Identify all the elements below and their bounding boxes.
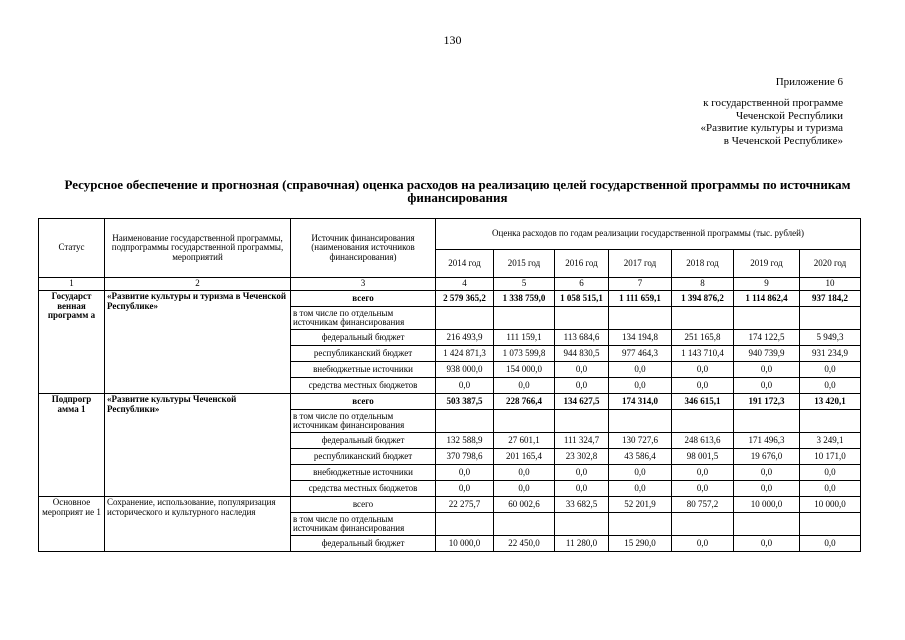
value-cell: 2 579 365,2 [436, 291, 494, 307]
value-cell: 251 165,8 [672, 330, 734, 346]
value-cell [609, 307, 672, 330]
value-cell [672, 307, 734, 330]
value-cell [734, 410, 800, 433]
value-cell [734, 307, 800, 330]
value-cell: 940 739,9 [734, 346, 800, 362]
appendix-title: Приложение 6 [775, 76, 843, 88]
value-cell: 0,0 [800, 465, 861, 481]
status-cell: Подпрогр амма 1 [39, 394, 105, 497]
value-cell: 43 586,4 [609, 449, 672, 465]
program-name-cell: Сохранение, использование, популяризация исторического и культурного наследия [105, 497, 291, 552]
value-cell [436, 513, 494, 536]
value-cell [734, 513, 800, 536]
value-cell [436, 307, 494, 330]
status-cell: Основное мероприят ие 1 [39, 497, 105, 552]
value-cell: 134 194,8 [609, 330, 672, 346]
value-cell [555, 307, 609, 330]
value-cell: 5 949,3 [800, 330, 861, 346]
value-cell: 1 058 515,1 [555, 291, 609, 307]
value-cell: 111 324,7 [555, 433, 609, 449]
column-index: 4 [436, 278, 494, 291]
value-cell: 0,0 [734, 481, 800, 497]
value-cell: 22 450,0 [494, 536, 555, 552]
value-cell: 0,0 [734, 536, 800, 552]
value-cell: 174 314,0 [609, 394, 672, 410]
value-cell: 0,0 [800, 481, 861, 497]
appendix-ref-line: в Чеченской Республике» [723, 134, 843, 147]
value-cell: 201 165,4 [494, 449, 555, 465]
value-cell: 15 290,0 [609, 536, 672, 552]
header-status: Статус [39, 219, 105, 278]
funding-source-cell: федеральный бюджет [291, 330, 436, 346]
value-cell [555, 513, 609, 536]
value-cell: 10 000,0 [734, 497, 800, 513]
value-cell: 0,0 [672, 362, 734, 378]
value-cell: 23 302,8 [555, 449, 609, 465]
value-cell: 0,0 [672, 465, 734, 481]
header-year: 2014 год [436, 250, 494, 278]
funding-source-cell: в том числе по отдельным источникам финансирования [291, 513, 436, 536]
column-index: 6 [555, 278, 609, 291]
funding-source-cell: в том числе по отдельным источникам финансирования [291, 307, 436, 330]
funding-source-cell: всего [291, 394, 436, 410]
value-cell: 248 613,6 [672, 433, 734, 449]
value-cell: 22 275,7 [436, 497, 494, 513]
value-cell: 0,0 [555, 465, 609, 481]
header-year: 2017 год [609, 250, 672, 278]
value-cell: 1 424 871,3 [436, 346, 494, 362]
funding-source-cell: внебюджетные источники [291, 362, 436, 378]
value-cell: 0,0 [672, 481, 734, 497]
value-cell: 938 000,0 [436, 362, 494, 378]
value-cell: 0,0 [436, 378, 494, 394]
page-number: 130 [443, 33, 462, 47]
value-cell: 174 122,5 [734, 330, 800, 346]
value-cell: 0,0 [555, 481, 609, 497]
value-cell: 1 073 599,8 [494, 346, 555, 362]
funding-source-cell: всего [291, 291, 436, 307]
funding-source-cell: средства местных бюджетов [291, 481, 436, 497]
header-estimate: Оценка расходов по годам реализации государственной программы (тыс. рублей) [436, 219, 861, 250]
document-title: Ресурсное обеспечение и прогнозная (справочная) оценка расходов на реализацию целей государственной программы по источникам финансирования [64, 177, 851, 205]
value-cell: 0,0 [672, 536, 734, 552]
value-cell: 132 588,9 [436, 433, 494, 449]
table-row [39, 394, 861, 410]
header-year: 2019 год [734, 250, 800, 278]
value-cell: 0,0 [555, 362, 609, 378]
value-cell: 931 234,9 [800, 346, 861, 362]
value-cell: 52 201,9 [609, 497, 672, 513]
value-cell: 171 496,3 [734, 433, 800, 449]
program-name-cell: «Развитие культуры и туризма в Чеченской Республике» [105, 291, 291, 394]
value-cell [672, 513, 734, 536]
value-cell: 0,0 [734, 465, 800, 481]
header-year: 2016 год [555, 250, 609, 278]
value-cell: 0,0 [494, 465, 555, 481]
value-cell: 27 601,1 [494, 433, 555, 449]
value-cell [494, 307, 555, 330]
value-cell: 228 766,4 [494, 394, 555, 410]
value-cell: 216 493,9 [436, 330, 494, 346]
table-row [39, 291, 861, 307]
funding-source-cell: в том числе по отдельным источникам финансирования [291, 410, 436, 433]
value-cell: 0,0 [734, 362, 800, 378]
value-cell: 0,0 [494, 481, 555, 497]
header-year: 2020 год [800, 250, 861, 278]
funding-source-cell: федеральный бюджет [291, 536, 436, 552]
value-cell: 0,0 [609, 362, 672, 378]
column-index: 3 [291, 278, 436, 291]
value-cell: 191 172,3 [734, 394, 800, 410]
funding-source-cell: федеральный бюджет [291, 433, 436, 449]
value-cell: 0,0 [436, 481, 494, 497]
appendix-reference [701, 97, 844, 147]
value-cell: 10 000,0 [800, 497, 861, 513]
header-year: 2015 год [494, 250, 555, 278]
value-cell: 0,0 [800, 362, 861, 378]
budget-table [38, 218, 861, 552]
value-cell: 113 684,6 [555, 330, 609, 346]
value-cell: 0,0 [672, 378, 734, 394]
value-cell: 937 184,2 [800, 291, 861, 307]
value-cell [800, 410, 861, 433]
funding-source-cell: республиканский бюджет [291, 346, 436, 362]
value-cell: 503 387,5 [436, 394, 494, 410]
value-cell: 1 338 759,0 [494, 291, 555, 307]
value-cell: 977 464,3 [609, 346, 672, 362]
table-row [39, 497, 861, 513]
value-cell: 33 682,5 [555, 497, 609, 513]
appendix-ref-line: «Развитие культуры и туризма [700, 122, 843, 134]
column-index: 8 [672, 278, 734, 291]
value-cell: 3 249,1 [800, 433, 861, 449]
value-cell: 0,0 [609, 465, 672, 481]
status-cell: Государст венная программ а [39, 291, 105, 394]
header-source: Источник финансирования (наименования источников финансирования) [291, 219, 436, 278]
value-cell: 1 111 659,1 [609, 291, 672, 307]
funding-source-cell: республиканский бюджет [291, 449, 436, 465]
value-cell: 10 000,0 [436, 536, 494, 552]
column-index-row [39, 278, 861, 291]
value-cell: 80 757,2 [672, 497, 734, 513]
column-index: 2 [105, 278, 291, 291]
value-cell: 944 830,5 [555, 346, 609, 362]
header-year: 2018 год [672, 250, 734, 278]
value-cell: 0,0 [734, 378, 800, 394]
value-cell: 10 171,0 [800, 449, 861, 465]
column-index: 7 [609, 278, 672, 291]
funding-source-cell: всего [291, 497, 436, 513]
value-cell: 130 727,6 [609, 433, 672, 449]
program-name-cell: «Развитие культуры Чеченской Республики» [105, 394, 291, 497]
value-cell: 98 001,5 [672, 449, 734, 465]
value-cell: 0,0 [609, 378, 672, 394]
value-cell: 154 000,0 [494, 362, 555, 378]
value-cell: 11 280,0 [555, 536, 609, 552]
value-cell [800, 307, 861, 330]
value-cell: 0,0 [609, 481, 672, 497]
value-cell [494, 513, 555, 536]
value-cell [609, 513, 672, 536]
value-cell [436, 410, 494, 433]
value-cell: 13 420,1 [800, 394, 861, 410]
value-cell: 0,0 [555, 378, 609, 394]
value-cell [800, 513, 861, 536]
column-index: 5 [494, 278, 555, 291]
value-cell: 60 002,6 [494, 497, 555, 513]
funding-source-cell: средства местных бюджетов [291, 378, 436, 394]
value-cell [555, 410, 609, 433]
value-cell: 0,0 [436, 465, 494, 481]
value-cell: 1 114 862,4 [734, 291, 800, 307]
funding-source-cell: внебюджетные источники [291, 465, 436, 481]
value-cell: 370 798,6 [436, 449, 494, 465]
value-cell [494, 410, 555, 433]
value-cell: 0,0 [800, 536, 861, 552]
column-index: 9 [734, 278, 800, 291]
appendix-ref-line: Чеченской Республики [735, 109, 843, 122]
column-index: 1 [39, 278, 105, 291]
value-cell: 1 394 876,2 [672, 291, 734, 307]
appendix-ref-line: к государственной программе [703, 97, 843, 109]
column-index: 10 [800, 278, 861, 291]
value-cell: 19 676,0 [734, 449, 800, 465]
header-name: Наименование государственной программы, подпрограммы государственной программы, мероприятий [105, 219, 291, 278]
value-cell: 1 143 710,4 [672, 346, 734, 362]
value-cell [672, 410, 734, 433]
value-cell: 346 615,1 [672, 394, 734, 410]
value-cell: 0,0 [800, 378, 861, 394]
value-cell: 0,0 [494, 378, 555, 394]
table-body [39, 278, 861, 552]
value-cell: 134 627,5 [555, 394, 609, 410]
value-cell: 111 159,1 [494, 330, 555, 346]
value-cell [609, 410, 672, 433]
